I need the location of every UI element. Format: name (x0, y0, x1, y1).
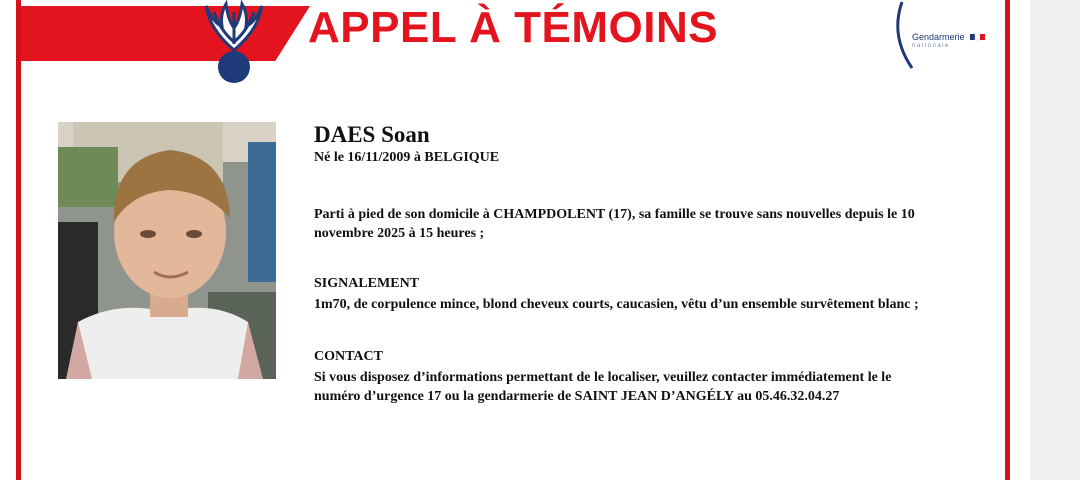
description-heading: SIGNALEMENT (314, 276, 420, 291)
grenade-flame-icon (200, 0, 268, 85)
frame-left-border (16, 0, 21, 480)
birth-info: Né le 16/11/2009 à BELGIQUE (314, 150, 500, 165)
logo-text-nationale: nationale (912, 43, 950, 49)
page-title: APPEL À TÉMOINS (308, 3, 719, 52)
frame-right-border (1005, 0, 1010, 480)
description-text: 1m70, de corpulence mince, blond cheveux courts, caucasien, vêtu d’un ensemble survêtement blanc ; (314, 297, 919, 312)
contact-heading: CONTACT (314, 349, 383, 364)
logo-text-gendarmerie: Gendarmerie (912, 32, 965, 42)
person-photo (58, 122, 276, 379)
disappearance-text: Parti à pied de son domicile à CHAMPDOLENT (17), sa famille se trouve sans nouvelles depuis le 10 novembre 2025 à 15 heures ; (314, 207, 915, 241)
contact-text: Si vous disposez d’informations permettant de le localiser, veuillez contacter immédiatement le le numéro d’urgence 17 ou la gendarmerie de SAINT JEAN D’ANGÉLY au 05.46.32.04.27 (314, 370, 892, 404)
page-side-margin (1030, 0, 1080, 480)
person-name: DAES Soan (314, 122, 430, 147)
